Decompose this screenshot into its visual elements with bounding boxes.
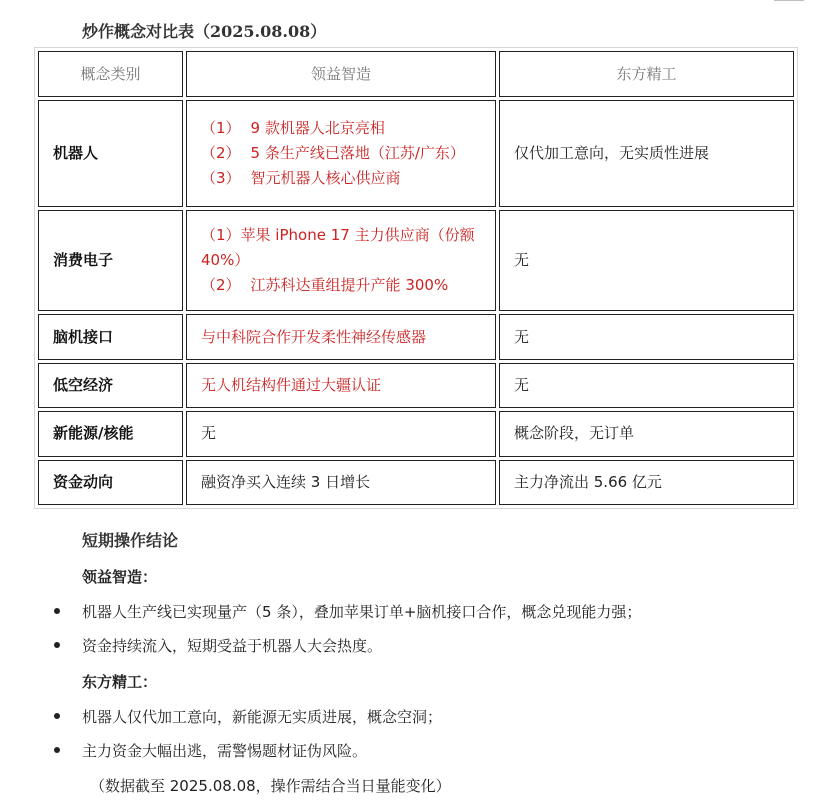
row-company-a-cell [186,100,496,207]
row-category: 新能源/核能 [38,411,183,456]
table-row [38,100,794,207]
comparison-table [34,47,798,509]
header-company-a: 领益智造 [186,51,496,97]
table-row [38,314,794,359]
conclusion-title: 短期操作结论 [82,531,179,550]
table-row [38,460,794,505]
bullet-icon [54,608,60,614]
cell-line: （3） 智元机器人核心供应商 [201,169,401,188]
row-company-b-cell: 概念阶段，无订单 [499,411,794,456]
footnote: （数据截至 2025.08.08，操作需结合当日量能变化） [90,777,451,795]
cell-line: （2） 江苏科达重组提升产能 300% [201,276,449,295]
table-row [38,210,794,311]
bullet-icon [54,747,60,753]
row-company-a-cell: 融资净买入连续 3 日增长 [186,460,496,505]
table-header-row [38,51,794,97]
cell-line: （1） 9 款机器人北京亮相 [201,119,385,138]
row-category: 消费电子 [38,210,183,311]
page-title: 炒作概念对比表（2025.08.08） [82,22,327,41]
bullet-icon [54,642,60,648]
row-category: 机器人 [38,100,183,207]
row-company-b-cell: 无 [499,314,794,359]
company-a-heading: 领益智造： [82,568,158,586]
row-category: 低空经济 [38,363,183,408]
cell-line: （2） 5 条生产线已落地（江苏/广东） [201,144,465,163]
row-category: 资金动向 [38,460,183,505]
row-company-b-cell: 主力净流出 5.66 亿元 [499,460,794,505]
row-company-a-cell: 与中科院合作开发柔性神经传感器 [186,314,496,359]
top-right-divider [774,0,804,1]
cell-line: （1）苹果 iPhone 17 主力供应商（份额 40%） [201,226,475,270]
row-company-b-cell: 无 [499,210,794,311]
row-company-a-cell: 无人机结构件通过大疆认证 [186,363,496,408]
bullet-icon [54,713,60,719]
header-category: 概念类别 [38,51,183,97]
table-row [38,363,794,408]
company-b-heading: 东方精工： [82,673,158,691]
row-company-a-cell: 无 [186,411,496,456]
header-company-b: 东方精工 [499,51,794,97]
row-category: 脑机接口 [38,314,183,359]
row-company-b-cell: 无 [499,363,794,408]
row-company-a-cell [186,210,496,311]
row-company-b-cell: 仅代加工意向，无实质性进展 [499,100,794,207]
table-row [38,411,794,456]
